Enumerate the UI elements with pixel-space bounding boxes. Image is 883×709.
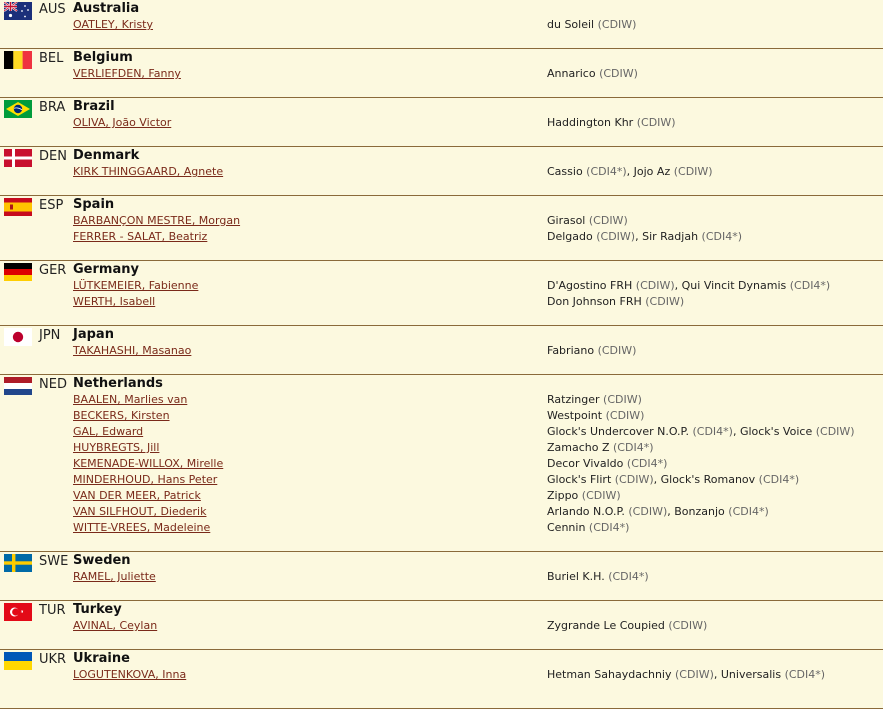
entry-row (0, 214, 883, 230)
event-tag: (CDIW) (603, 393, 642, 406)
event-tag: (CDIW) (597, 18, 637, 31)
entry-row (0, 344, 883, 360)
country-code: NED (39, 377, 67, 392)
horse-list (547, 570, 649, 583)
horse-list (547, 116, 676, 129)
horse-name: Glock's Romanov (660, 473, 756, 486)
event-tag: (CDIW) (675, 668, 714, 681)
horse-list (547, 441, 654, 454)
entry-row (0, 668, 883, 684)
rider-link[interactable]: MINDERHOUD, Hans Peter (73, 473, 218, 486)
rider-link[interactable]: BARBANÇON MESTRE, Morgan (73, 214, 241, 227)
horse-separator: , (713, 668, 721, 681)
event-tag: (CDIW) (645, 295, 685, 308)
horse-name: Arlando N.O.P. (547, 505, 625, 518)
country-name: Sweden (73, 553, 131, 568)
horse-name: Jojo Az (633, 165, 671, 178)
event-tag: (CDIW) (581, 489, 621, 502)
event-tag: (CDIW) (628, 505, 668, 518)
horse-name: Qui Vincit Dynamis (681, 279, 787, 292)
horse-list (547, 489, 621, 502)
horse-list (547, 409, 644, 422)
country-code: UKR (39, 652, 67, 667)
entry-row (0, 425, 883, 441)
rider-link[interactable]: LÜTKEMEIER, Fabienne (73, 279, 199, 292)
country-name: Spain (73, 197, 115, 212)
entry-row (0, 18, 883, 34)
event-tag: (CDIW) (668, 619, 708, 632)
horse-list (547, 67, 638, 80)
entry-row (0, 409, 883, 425)
entry-row (0, 521, 883, 537)
country-section-swe (0, 552, 883, 601)
rider-link[interactable]: WERTH, Isabell (73, 295, 156, 308)
horse-name: Girasol (547, 214, 586, 227)
horse-name: Cennin (547, 521, 586, 534)
entry-row (0, 570, 883, 586)
horse-name: Zygrande Le Coupied (547, 619, 665, 632)
horse-name: Hetman Sahaydachniy (547, 668, 672, 681)
country-code: DEN (39, 149, 67, 164)
event-tag: (CDI4*) (588, 521, 630, 534)
entry-row (0, 489, 883, 505)
horse-name: du Soleil (547, 18, 595, 31)
horse-list (547, 425, 855, 438)
event-tag: (CDIW) (605, 409, 645, 422)
horse-list (547, 393, 642, 406)
event-tag: (CDI4*) (758, 473, 800, 486)
event-tag: (CDI4*) (728, 505, 769, 518)
entry-row (0, 295, 883, 311)
rider-link[interactable]: KIRK THINGGAARD, Agnete (73, 165, 224, 178)
country-name: Japan (73, 327, 114, 342)
horse-name: Haddington Khr (547, 116, 634, 129)
country-name: Australia (73, 1, 140, 16)
rider-link[interactable]: AVINAL, Ceylan (73, 619, 158, 632)
country-section-ger (0, 261, 883, 326)
country-code: BRA (39, 100, 66, 115)
event-tag: (CDIW) (614, 473, 654, 486)
rider-link[interactable]: FERRER - SALAT, Beatriz (73, 230, 208, 243)
rider-link[interactable]: TAKAHASHI, Masanao (73, 344, 192, 357)
horse-list (547, 295, 684, 308)
horse-list (547, 344, 636, 357)
event-tag: (CDIW) (636, 116, 676, 129)
rider-link[interactable]: VERLIEFDEN, Fanny (73, 67, 181, 80)
country-section-bel (0, 49, 883, 98)
horse-name: Delgado (547, 230, 593, 243)
horse-list (547, 214, 628, 227)
rider-link[interactable]: HUYBREGTS, Jill (73, 441, 160, 454)
rider-link[interactable]: BECKERS, Kirsten (73, 409, 170, 422)
horse-name: Zamacho Z (547, 441, 610, 454)
entry-row (0, 505, 883, 521)
event-tag: (CDI4*) (613, 441, 654, 454)
horse-name: Sir Radjah (642, 230, 699, 243)
horse-list (547, 230, 742, 243)
country-name: Germany (73, 262, 139, 277)
horse-list (547, 505, 769, 518)
entry-row (0, 116, 883, 132)
entry-row (0, 441, 883, 457)
entry-row (0, 619, 883, 635)
event-tag: (CDI4*) (586, 165, 627, 178)
rider-link[interactable]: BAALEN, Marlies van (73, 393, 188, 406)
horse-list (547, 18, 636, 31)
event-tag: (CDI4*) (692, 425, 733, 438)
horse-separator: , (667, 505, 675, 518)
horse-list (547, 521, 629, 534)
horse-name: Glock's Undercover N.O.P. (547, 425, 689, 438)
event-tag: (CDIW) (815, 425, 855, 438)
country-name: Belgium (73, 50, 133, 65)
horse-list (547, 279, 830, 292)
rider-link[interactable]: GAL, Edward (73, 425, 144, 438)
country-section-jpn (0, 326, 883, 375)
horse-separator: , (653, 473, 661, 486)
entry-row (0, 393, 883, 409)
event-tag: (CDI4*) (789, 279, 831, 292)
horse-name: Decor Vivaldo (547, 457, 624, 470)
horse-name: Buriel K.H. (547, 570, 605, 583)
country-code: TUR (39, 603, 66, 618)
country-code: ESP (39, 198, 64, 213)
rider-link[interactable]: OATLEY, Kristy (73, 18, 153, 31)
event-tag: (CDIW) (597, 344, 637, 357)
country-section-esp (0, 196, 883, 261)
event-tag: (CDI4*) (626, 457, 668, 470)
event-tag: (CDI4*) (784, 668, 826, 681)
rider-link[interactable]: KEMENADE-WILLOX, Mirelle (73, 457, 224, 470)
horse-name: Universalis (720, 668, 782, 681)
country-name: Netherlands (73, 376, 163, 391)
rider-link[interactable]: VAN DER MEER, Patrick (73, 489, 201, 502)
horse-separator: , (626, 165, 634, 178)
horse-separator: , (635, 230, 643, 243)
horse-separator: , (674, 279, 682, 292)
entry-row (0, 67, 883, 83)
rider-link[interactable]: OLIVA, João Victor (73, 116, 172, 129)
event-tag: (CDIW) (588, 214, 628, 227)
rider-link[interactable]: VAN SILFHOUT, Diederik (73, 505, 207, 518)
country-name: Denmark (73, 148, 140, 163)
event-tag: (CDIW) (596, 230, 636, 243)
horse-separator: , (732, 425, 740, 438)
horse-list (547, 473, 799, 486)
event-tag: (CDIW) (635, 279, 675, 292)
event-tag: (CDI4*) (608, 570, 649, 583)
country-name: Ukraine (73, 651, 130, 666)
entry-row (0, 165, 883, 181)
horse-name: Glock's Voice (739, 425, 813, 438)
horse-name: Annarico (547, 67, 596, 80)
event-tag: (CDIW) (599, 67, 638, 80)
country-code: SWE (39, 554, 69, 569)
country-code: GER (39, 263, 67, 278)
horse-name: Zippo (547, 489, 579, 502)
horse-name: Glock's Flirt (547, 473, 612, 486)
country-section-ned (0, 375, 883, 552)
horse-list (547, 165, 713, 178)
country-section-den (0, 147, 883, 196)
horse-list (547, 668, 825, 681)
horse-list (547, 457, 667, 470)
horse-name: Fabriano (547, 344, 595, 357)
entry-row (0, 230, 883, 246)
horse-name: Westpoint (547, 409, 603, 422)
rider-link[interactable]: RAMEL, Juliette (73, 570, 156, 583)
event-tag: (CDIW) (673, 165, 713, 178)
rider-link[interactable]: WITTE-VREES, Madeleine (73, 521, 211, 534)
country-name: Brazil (73, 99, 115, 114)
horse-name: Bonzanjo (674, 505, 725, 518)
country-code: BEL (39, 51, 64, 66)
country-code: JPN (39, 328, 61, 343)
entry-row (0, 473, 883, 489)
country-section-tur (0, 601, 883, 650)
horse-name: D'Agostino FRH (547, 279, 633, 292)
horse-name: Ratzinger (547, 393, 600, 406)
entry-row (0, 279, 883, 295)
event-tag: (CDI4*) (701, 230, 743, 243)
country-name: Turkey (73, 602, 122, 617)
rider-link[interactable]: LOGUTENKOVA, Inna (73, 668, 187, 681)
horse-list (547, 619, 707, 632)
horse-name: Don Johnson FRH (547, 295, 642, 308)
country-section-aus (0, 0, 883, 49)
country-code: AUS (39, 2, 66, 17)
horse-name: Cassio (547, 165, 583, 178)
country-section-bra (0, 98, 883, 147)
country-section-ukr (0, 650, 883, 709)
entry-row (0, 457, 883, 473)
